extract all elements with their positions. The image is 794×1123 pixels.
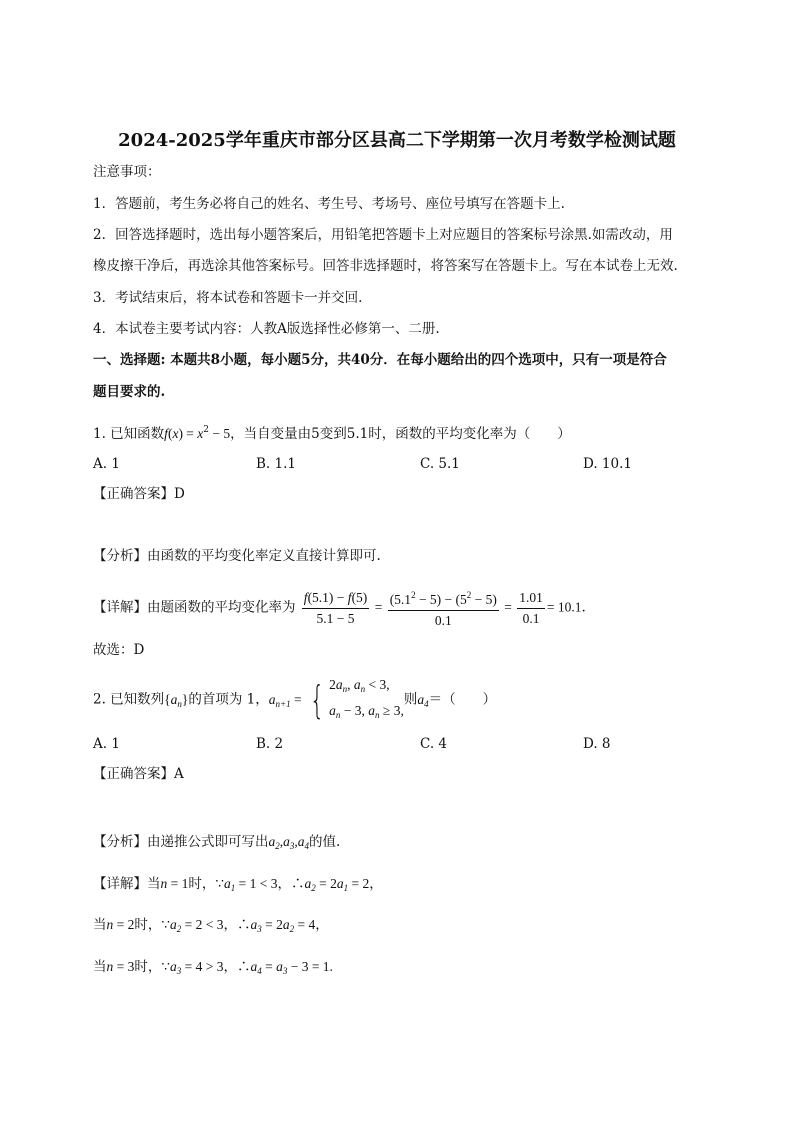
q2-recurrence-lhs: $a_{n+1}$ = bbox=[268, 691, 305, 709]
q2-target: $a_4$ bbox=[417, 691, 429, 709]
q1-exp: 2 bbox=[203, 425, 210, 435]
q2-l2-when: 当 bbox=[93, 917, 107, 933]
q1-result: = 10.1 bbox=[546, 599, 582, 615]
question-1 bbox=[93, 420, 571, 444]
q1-answer: 【正确答案】D bbox=[93, 486, 185, 502]
q2-l3-cond: n = 3 bbox=[106, 959, 135, 974]
question-2 bbox=[93, 674, 496, 726]
q1-paren-close: ) = bbox=[178, 426, 198, 441]
q2-l2-math: $\because a_2 = 2 < 3$，$\therefore a_3 = 2a_2 = 4$， bbox=[161, 917, 329, 934]
q1-paren: ( bbox=[167, 426, 173, 441]
q2-prefix: 2. 已知数列 bbox=[93, 691, 165, 708]
q2-sequence: $\{a_n\}$ bbox=[164, 691, 189, 709]
q1-option-a: A. 1 bbox=[93, 456, 120, 472]
notice-item-1: 1．答题前，考生务必将自己的姓名、考生号、考场号、座位号填写在答题卡上. bbox=[93, 196, 565, 212]
q2-analysis-label: 【分析】 bbox=[93, 834, 147, 850]
notice-item-3: 3．考试结束后，将本试卷和答题卡一并交回. bbox=[93, 290, 363, 306]
q2-detail-line-1 bbox=[93, 874, 383, 898]
q1-eq-1: = bbox=[371, 599, 386, 615]
q1-period: . bbox=[581, 599, 586, 616]
q2-detail-line-2 bbox=[93, 915, 329, 939]
page-title: 2024-2025学年重庆市部分区县高二下学期第一次月考数学检测试题 bbox=[118, 130, 676, 151]
q2-tail: 则 bbox=[403, 691, 418, 708]
q2-option-a: A. 1 bbox=[93, 736, 120, 752]
q2-brace: { bbox=[309, 678, 325, 722]
q1-suffix: ，当自变量由5变到5.1时，函数的平均变化率为（ ） bbox=[230, 426, 571, 442]
q2-l2-cond: n = 2 bbox=[106, 917, 135, 932]
q1-detail bbox=[93, 586, 586, 630]
notice-item-2: 2．回答选择题时，选出每小题答案后，用铅笔把答题卡上对应题目的答案标号涂黑.如需改动，用 bbox=[93, 227, 673, 243]
q2-l3-when: 当 bbox=[93, 959, 107, 975]
q2-end: ＝（ ） bbox=[428, 691, 497, 708]
q2-answer: 【正确答案】A bbox=[93, 766, 184, 782]
q2-detail-label: 【详解】 bbox=[93, 876, 147, 892]
q1-option-b: B. 1.1 bbox=[256, 456, 296, 472]
q2-analysis-post: 的值. bbox=[309, 834, 341, 850]
q1-analysis bbox=[93, 546, 381, 566]
q1-var: x bbox=[172, 426, 179, 441]
q2-options bbox=[93, 734, 713, 754]
q2-l1-math: $\because a_1 = 1 < 3$，$\therefore a_2 = 2a_1 = 2$， bbox=[215, 876, 383, 893]
q1-function-formula: f bbox=[164, 426, 168, 441]
q1-choose: 故选：D bbox=[93, 642, 145, 658]
q2-l1-shi: 时， bbox=[188, 876, 216, 892]
q2-l3-shi: 时， bbox=[134, 959, 162, 975]
q1-option-c: C. 5.1 bbox=[420, 456, 460, 472]
q2-analysis-terms: $a_2,a_3,a_4$ bbox=[268, 834, 309, 851]
q1-var-x: x bbox=[197, 426, 204, 441]
q1-detail-label: 【详解】 bbox=[93, 599, 147, 616]
q1-fraction-3: $\frac{1.01}{0.1}$ bbox=[519, 589, 543, 626]
q2-l1-cond: n = 1 bbox=[160, 876, 189, 891]
q2-analysis-pre: 由递推公式即可写出 bbox=[147, 834, 269, 850]
q1-fraction-2: $\frac{(5.1^2 - 5) - (5^2 - 5)}{0.1}$ bbox=[388, 586, 499, 630]
q1-detail-text: 由题函数的平均变化率为 bbox=[147, 599, 296, 616]
q2-option-c: C. 4 bbox=[420, 736, 448, 752]
q2-option-d: D. 8 bbox=[583, 736, 611, 752]
q2-detail-line-3 bbox=[93, 957, 333, 981]
q2-option-b: B. 2 bbox=[256, 736, 284, 752]
q1-analysis-label: 【分析】 bbox=[93, 548, 147, 564]
notice-item-4: 4．本试卷主要考试内容：人教A版选择性必修第一、二册. bbox=[93, 321, 440, 337]
section-heading: 一、选择题: 本题共8小题，每小题5分，共40分．在每小题给出的四个选项中，只有一项是符合 bbox=[93, 352, 667, 368]
q2-l3-math: $\because a_3 = 4 > 3$，$\therefore a_4 = a_3 - 3 = 1$. bbox=[161, 959, 333, 976]
q1-prefix: 1. 已知函数 bbox=[93, 426, 165, 442]
q2-recurrence-cases: $2a_n$, $a_n < 3$, $a_n - 3$, $a_n \ge 3$, bbox=[329, 677, 404, 720]
notice-heading: 注意事项： bbox=[93, 164, 161, 180]
q2-mid: 的首项为 1， bbox=[188, 691, 269, 708]
q1-analysis-text: 由函数的平均变化率定义直接计算即可. bbox=[147, 548, 381, 564]
q1-options bbox=[93, 454, 713, 474]
q1-eq-2: = bbox=[500, 599, 516, 615]
notice-item-2-cont: 橡皮擦干净后，再选涂其他答案标号。回答非选择题时，将答案写在答题卡上。写在本试卷上无效. bbox=[93, 258, 678, 274]
section-heading-cont: 题目要求的. bbox=[93, 384, 166, 400]
q1-fraction-1: $\frac{f(5.1) - f(5)}{5.1 - 5}$ bbox=[303, 589, 368, 626]
q1-option-d: D. 10.1 bbox=[583, 456, 632, 472]
q2-analysis bbox=[93, 832, 340, 856]
q2-l1-when: 当 bbox=[147, 876, 161, 892]
q1-minus-5: − 5 bbox=[209, 426, 231, 441]
q2-l2-shi: 时， bbox=[134, 917, 162, 933]
